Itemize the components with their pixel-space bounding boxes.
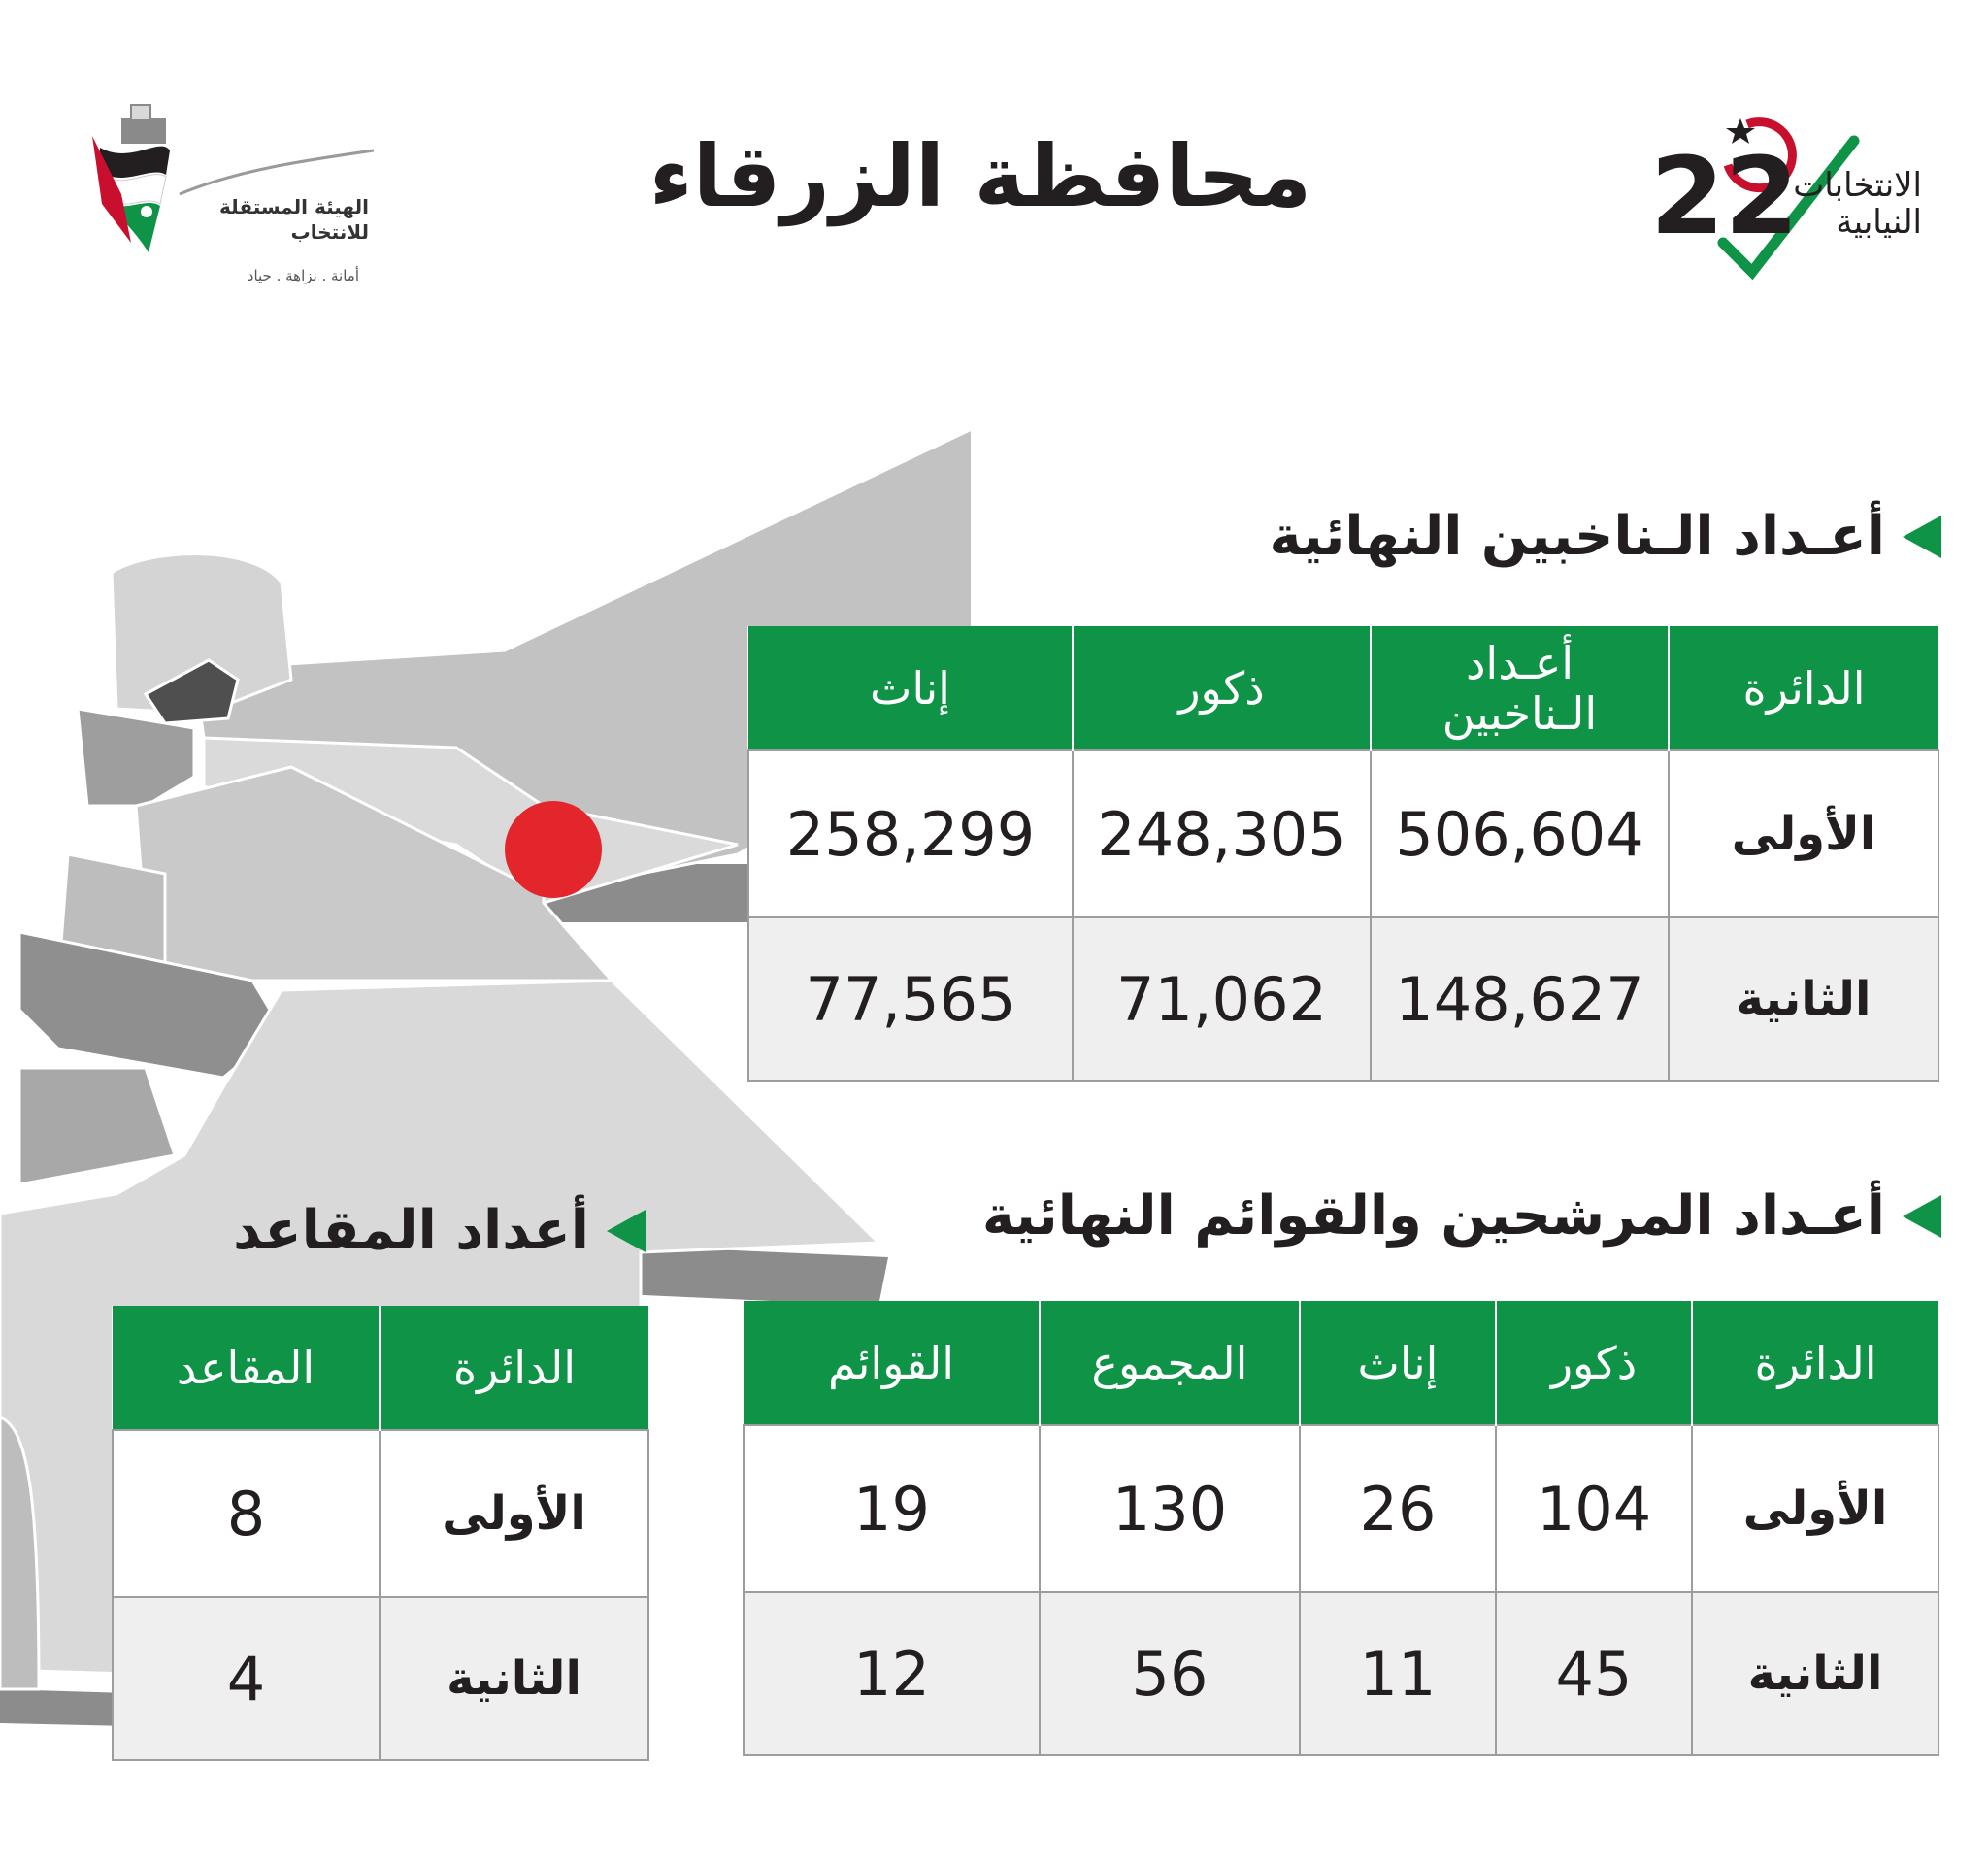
total-cell: 148,627 (1371, 917, 1669, 1081)
table-row (744, 1592, 1938, 1755)
male-cell: 248,305 (1073, 750, 1371, 917)
voters-heading (1204, 505, 1941, 568)
voters-header-row (748, 626, 1938, 750)
voters-heading-text: أعـداد الـناخبين النهائية (1269, 505, 1885, 568)
district-cell: الثانية (1669, 917, 1938, 1081)
seats-cell: 4 (113, 1597, 380, 1760)
elections-text (1738, 167, 1922, 241)
candidates-col-lists: القوائم (744, 1301, 1040, 1425)
seats-header-row (113, 1306, 648, 1430)
district-cell: الأولى (1692, 1425, 1938, 1592)
female-cell: 26 (1300, 1425, 1496, 1592)
triangle-bullet-icon (1903, 516, 1941, 558)
triangle-bullet-icon (607, 1210, 646, 1252)
iec-name (155, 194, 369, 245)
candidates-col-female: إناث (1300, 1301, 1496, 1425)
voters-col-female: إناث (748, 626, 1073, 750)
female-cell: 77,565 (748, 917, 1073, 1081)
seats-heading-text: أعداد المقاعد (233, 1199, 589, 1262)
seats-col-seats: المقاعد (113, 1306, 380, 1430)
voters-table (747, 626, 1939, 1082)
iec-slogan: أمانة . نزاهة . حياد (247, 267, 359, 284)
district-cell: الأولى (1669, 750, 1938, 917)
elections-number: 22 (1650, 134, 1800, 258)
seats-col-district: الدائرة (380, 1306, 648, 1430)
district-cell: الأولى (380, 1430, 648, 1597)
female-cell: 258,299 (748, 750, 1073, 917)
district-cell: الثانية (380, 1597, 648, 1760)
candidates-col-total: المجموع (1040, 1301, 1300, 1425)
candidates-table (743, 1301, 1939, 1756)
female-cell: 11 (1300, 1592, 1496, 1755)
lists-cell: 12 (744, 1592, 1040, 1755)
candidates-heading (912, 1184, 1941, 1248)
table-row (113, 1597, 648, 1760)
total-cell: 506,604 (1371, 750, 1669, 917)
table-row (748, 917, 1938, 1081)
candidates-col-district: الدائرة (1692, 1301, 1938, 1425)
candidates-heading-text: أعـداد المرشحين والقوائم النهائية (981, 1184, 1885, 1248)
total-cell: 56 (1040, 1592, 1300, 1755)
district-cell: الثانية (1692, 1592, 1938, 1755)
candidates-header-row (744, 1301, 1938, 1425)
seats-cell: 8 (113, 1430, 380, 1597)
male-cell: 45 (1496, 1592, 1692, 1755)
table-row (113, 1430, 648, 1597)
seats-heading (214, 1199, 646, 1262)
male-cell: 71,062 (1073, 917, 1371, 1081)
triangle-bullet-icon (1903, 1195, 1941, 1238)
location-dot-icon (505, 801, 602, 898)
page-title: محافظة الزرقاء (648, 126, 1312, 226)
candidates-col-male: ذكور (1496, 1301, 1692, 1425)
voters-col-total: أعـداد الـناخبين (1371, 626, 1669, 750)
voters-col-male: ذكور (1073, 626, 1371, 750)
seats-table (112, 1306, 649, 1761)
elections-line2: النيابية (1836, 203, 1922, 242)
region-tafilah (19, 1068, 175, 1184)
iec-name-line2: للانتخاب (290, 220, 369, 244)
lists-cell: 19 (744, 1425, 1040, 1592)
iec-name-line1: الهيئة المستقلة (219, 195, 369, 218)
male-cell: 104 (1496, 1425, 1692, 1592)
total-cell: 130 (1040, 1425, 1300, 1592)
table-row (744, 1425, 1938, 1592)
ballot-box-icon (121, 105, 166, 144)
elections-line1: الانتخابات (1793, 166, 1922, 205)
table-row (748, 750, 1938, 917)
voters-col-district: الدائرة (1669, 626, 1938, 750)
